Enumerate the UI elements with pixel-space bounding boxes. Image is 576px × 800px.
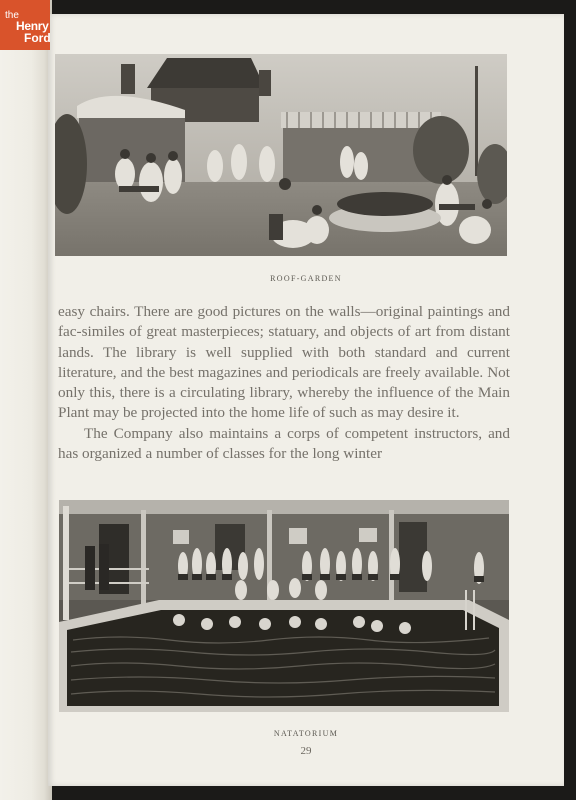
natatorium-caption: NATATORIUM xyxy=(273,729,339,738)
henry-ford-logo xyxy=(0,0,50,50)
book-page xyxy=(48,14,564,786)
roof-garden-caption: ROOF-GARDEN xyxy=(270,274,342,283)
natatorium-photo xyxy=(59,500,509,712)
page-number: 29 xyxy=(300,745,312,757)
facing-page-edge xyxy=(0,0,52,800)
roof-garden-photo xyxy=(55,54,507,256)
paragraph-1: easy chairs. There are good pictures on the walls—original paintings and fac-similes of great masterpieces; statuary, and objects of art from distant lands. The library is well supplied with both standard and current literature, and the best magazines and periodicals are freely available. Not only this, there is a circulating library, whereby the influence of the Main Plant may be projected into the home life of such as may desire it. xyxy=(58,303,510,422)
logo-text-henry: Henry xyxy=(16,19,49,33)
logo-text-ford: Ford xyxy=(24,31,51,45)
body-text xyxy=(58,302,510,464)
paragraph-2: The Company also maintains a corps of competent instructors, and has organized a number of classes for the long winter xyxy=(58,424,510,463)
logo-text-the: the xyxy=(5,10,19,21)
